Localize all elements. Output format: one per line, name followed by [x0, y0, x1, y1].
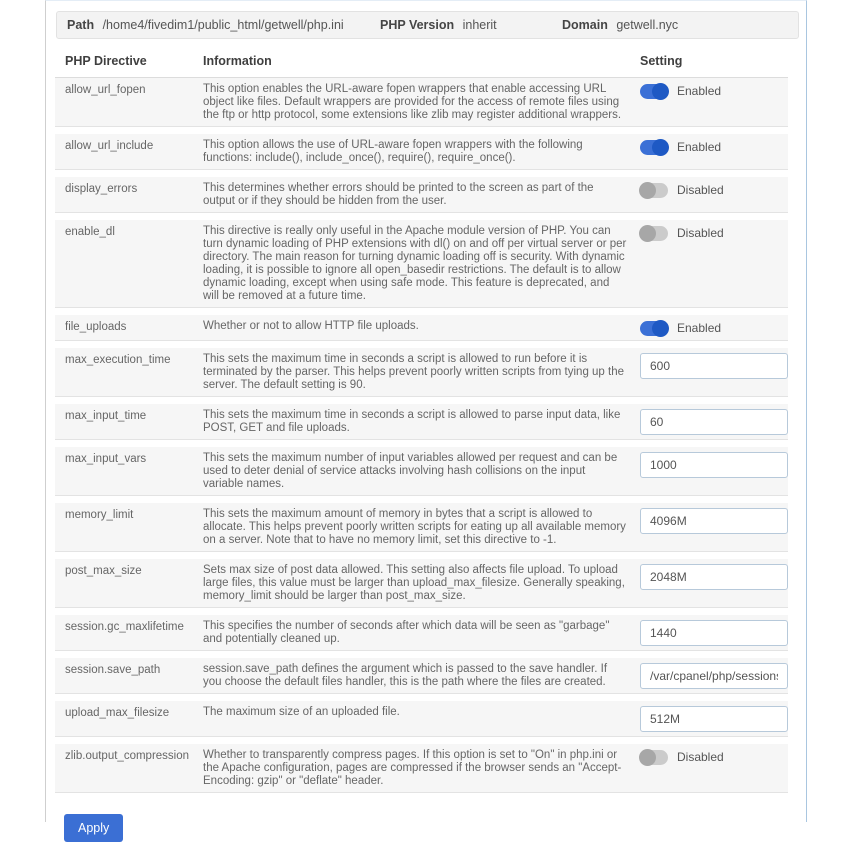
directive-name: max_execution_time [65, 354, 171, 366]
table-row [55, 348, 788, 397]
table-header-row [55, 39, 788, 78]
setting-cell [640, 320, 788, 336]
setting-cell [640, 564, 788, 603]
toggle-state-label: Disabled [677, 225, 724, 240]
setting-cell [640, 508, 788, 547]
directive-information: The maximum size of an uploaded file. [203, 706, 400, 718]
directive-name: session.gc_maxlifetime [65, 621, 184, 633]
toggle-state-label: Enabled [677, 83, 722, 98]
setting-cell [640, 663, 788, 689]
directives-table [55, 39, 788, 793]
toggle-switch-enabled[interactable] [640, 84, 668, 99]
php-version-value: inherit [462, 18, 497, 32]
php-version-label: PHP Version [380, 18, 455, 32]
setting-cell [640, 452, 788, 491]
setting-input-max_input_time[interactable] [640, 409, 788, 435]
table-row [55, 615, 788, 651]
toggle-knob [652, 139, 669, 156]
domain-info [562, 18, 678, 32]
toggle-knob [639, 225, 656, 242]
toggle-state-label: Disabled [677, 182, 724, 197]
directive-name: enable_dl [65, 226, 115, 238]
setting-cell [640, 83, 788, 122]
info-bar [56, 11, 799, 39]
setting-input-session.gc_maxlifetime[interactable] [640, 620, 788, 646]
directive-information: This option enables the URL-aware fopen wrappers that enable accessing URL object like files. Default wrappers are provided for the access of remote files using the ftp or http protocol, some extensions like zlib may register additional wrappers. [203, 83, 622, 121]
directives-table-body [55, 78, 788, 793]
setting-cell [640, 749, 788, 788]
toggle-state-label: Enabled [677, 320, 722, 335]
table-row [55, 701, 788, 737]
directive-name: zlib.output_compression [65, 750, 190, 762]
setting-input-memory_limit[interactable] [640, 508, 788, 534]
directive-name: max_input_vars [65, 453, 147, 465]
directive-name: upload_max_filesize [65, 707, 170, 719]
directive-information: Whether to transparently compress pages. If this option is set to "On" in php.ini or the Apache configuration, pages are compressed if the browser sends an "Accept-Encoding: gzip" or "deflate" header. [203, 749, 622, 787]
directive-information: This sets the maximum amount of memory in bytes that a script is allowed to allocate. This helps prevent poorly written scripts for eating up all available memory on a server. Note that to have no memory limit, set this directive to -1. [203, 508, 626, 546]
domain-value: getwell.nyc [616, 18, 679, 32]
table-row [55, 447, 788, 496]
setting-cell [640, 620, 788, 646]
directive-name: allow_url_fopen [65, 84, 146, 96]
setting-input-upload_max_filesize[interactable] [640, 706, 788, 732]
php-ini-editor-panel [45, 0, 807, 835]
setting-input-session.save_path[interactable] [640, 663, 788, 689]
toggle-switch-enabled[interactable] [640, 140, 668, 155]
directive-name: max_input_time [65, 410, 147, 422]
toggle-switch-disabled[interactable] [640, 183, 668, 198]
setting-cell [640, 706, 788, 732]
setting-cell [640, 139, 788, 165]
toggle-knob [639, 182, 656, 199]
toggle-switch-enabled[interactable] [640, 321, 668, 336]
toggle-knob [639, 749, 656, 766]
setting-cell [640, 225, 788, 303]
header-php-directive: PHP Directive [65, 54, 147, 68]
setting-cell [640, 353, 788, 392]
table-row [55, 220, 788, 308]
table-row [55, 315, 788, 341]
table-row [55, 559, 788, 608]
directive-information: Sets max size of post data allowed. This setting also affects file upload. To upload large files, this value must be larger than upload_max_filesize. Generally speaking, memory_limit should be larger than post_max_size. [203, 564, 625, 602]
table-row [55, 744, 788, 793]
directive-information: This directive is really only useful in the Apache module version of PHP. You can turn dynamic loading of PHP extensions with dl() on and off per virtual server or per directory. The main reason for turning dynamic loading off is security. With dynamic loading, it is possible to ignore all open_basedir restrictions. The default is to allow dynamic loading, except when using safe mode. This feature is deprecated, and will be removed at a future time. [203, 225, 627, 302]
setting-cell [640, 409, 788, 435]
setting-input-post_max_size[interactable] [640, 564, 788, 590]
directive-name: allow_url_include [65, 140, 154, 152]
path-value: /home4/fivedim1/public_html/getwell/php.ini [102, 18, 344, 32]
table-row [55, 658, 788, 694]
setting-input-max_execution_time[interactable] [640, 353, 788, 379]
setting-cell [640, 182, 788, 208]
toggle-switch-disabled[interactable] [640, 750, 668, 765]
directive-name: post_max_size [65, 565, 142, 577]
directive-information: Whether or not to allow HTTP file uploads. [203, 320, 419, 332]
toggle-state-label: Enabled [677, 139, 722, 154]
directive-name: session.save_path [65, 664, 161, 676]
header-setting: Setting [640, 54, 683, 68]
apply-button[interactable]: Apply [64, 814, 123, 842]
setting-input-max_input_vars[interactable] [640, 452, 788, 478]
path-info [67, 18, 380, 32]
directive-information: This option allows the use of URL-aware fopen wrappers with the following functions: include(), include_once(), require(), require_once(). [203, 139, 583, 164]
header-information: Information [203, 54, 272, 68]
toggle-knob [652, 320, 669, 337]
directive-information: This determines whether errors should be printed to the screen as part of the output or if they should be hidden from the user. [203, 182, 594, 207]
table-row [55, 78, 788, 127]
directive-information: This sets the maximum time in seconds a script is allowed to parse input data, like POST, GET and file uploads. [203, 409, 621, 434]
domain-label: Domain [562, 18, 608, 32]
directive-name: display_errors [65, 183, 138, 195]
directive-name: memory_limit [65, 509, 134, 521]
directive-information: session.save_path defines the argument which is passed to the save handler. If you choose the default files handler, this is the path where the files are created. [203, 663, 608, 688]
table-row [55, 503, 788, 552]
directive-information: This sets the maximum time in seconds a script is allowed to run before it is terminated by the parser. This helps prevent poorly written scripts from tying up the server. The default setting is 90. [203, 353, 625, 391]
table-row [55, 134, 788, 170]
directive-information: This specifies the number of seconds after which data will be seen as "garbage" and potentially cleaned up. [203, 620, 610, 645]
table-row [55, 404, 788, 440]
toggle-knob [652, 83, 669, 100]
path-label: Path [67, 18, 95, 32]
toggle-state-label: Disabled [677, 749, 724, 764]
table-row [55, 177, 788, 213]
toggle-switch-disabled[interactable] [640, 226, 668, 241]
php-version-info [380, 18, 562, 32]
directive-information: This sets the maximum number of input variables allowed per request and can be used to deter denial of service attacks involving hash collisions on the input variable names. [203, 452, 618, 490]
directive-name: file_uploads [65, 321, 127, 333]
